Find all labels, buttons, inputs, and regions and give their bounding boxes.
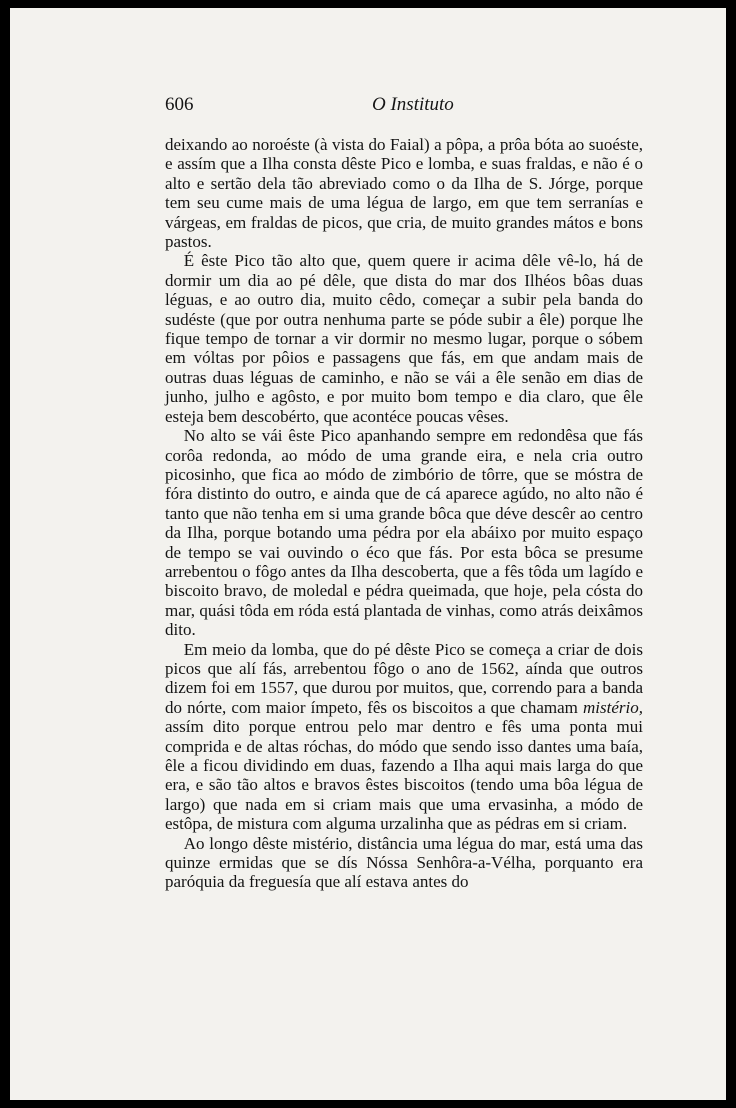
scanned-page xyxy=(10,8,726,1100)
paragraph-4-text-after: assím dito porque entrou pelo mar dentro e fês uma ponta mui comprida e de altas róchas, do módo que sendo isso dantes uma baía, êle a ficou dividindo em duas, fazendo a Ilha aqui mais larga do que era, e são tão altos e bravos êstes biscoitos (tendo uma bôa légua de largo) que nada em si criam mais que uma ervasinha, a módo de estôpa, de mistura com alguma urzalinha que as pédras em si criam. xyxy=(165,717,643,834)
paragraph-4-italic-term: mistério, xyxy=(583,697,643,717)
paragraph-2: É êste Pico tão alto que, quem quere ir acima dêle vê-lo, há de dormir um dia ao pé dêle, que dista do mar dos Ilhéos bôas duas léguas, e ao outro dia, muito cêdo, começar a subir pela banda do sudéste (que por outra nenhuma parte se póde subir a êle) porque lhe fique tempo de tornar a vir dormir no mesmo lugar, porque o sóbem em vóltas por pôios e passagens que fás, em que andam mais de outras duas léguas de caminho, e não se vái a êle senão em dias de junho, julho e agôsto, e por muito bom tempo e dia claro, que êle esteja bem descobérto, que acontéce poucas vêses. xyxy=(165,251,643,426)
page-number: 606 xyxy=(165,94,194,115)
page-header xyxy=(165,94,645,120)
paragraph-4-text-before: Em meio da lomba, que do pé dêste Pico se começa a criar de dois picos que alí fás, arrebentou fôgo o ano de 1562, aínda que outros dizem foi em 1557, que durou por muitos, que, correndo para a banda do nórte, com maior ímpeto, fês os biscoitos a que chamam xyxy=(165,639,643,717)
paragraph-5: Ao longo dêste mistério, distância uma légua do mar, está uma das quinze ermidas que se dís Nóssa Senhôra-a-Vélha, porquanto era paróquia da freguesía que alí estava antes do xyxy=(165,833,643,892)
paragraph-3: No alto se vái êste Pico apanhando sempre em redondêsa que fás corôa redonda, ao módo de uma grande eira, e nela cria outro picosinho, que fica ao módo de zimbório de tôrre, que se móstra de fóra distinto do outro, e ainda que de cá aparece agúdo, no alto não é tanto que não tenha em si uma grande bôca que déve descêr ao centro da Ilha, porque botando uma pédra por ela abáixo por muito espaço de tempo se vai ouvindo o éco que fás. Por esta bôca se presume arrebentou o fôgo antes da Ilha descoberta, que a fês tôda um lagído e biscoito bravo, de moledal e pédra queimada, que hoje, pela cósta do mar, quási tôda em róda está plantada de vinhas, como atrás deixâmos dito. xyxy=(165,426,643,640)
body-text xyxy=(165,135,643,892)
running-title: O Instituto xyxy=(372,94,454,115)
paragraph-4 xyxy=(165,640,643,834)
paragraph-1: deixando ao noroéste (à vista do Faial) a pôpa, a prôa bóta ao suoéste, e assím que a Ilha consta dêste Pico e lomba, e suas fraldas, e não é o alto e sertão dela tão abreviado como o da Ilha de S. Jórge, porque tem seu cume mais de uma légua de largo, em que tem serranías e várgeas, em fraldas de picos, que cria, de muito grandes mátos e bons pastos. xyxy=(165,135,643,252)
